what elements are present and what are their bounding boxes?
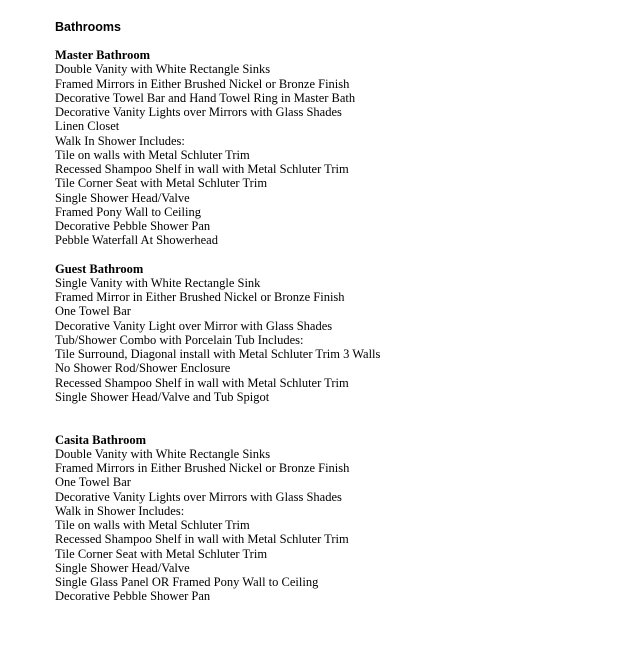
document-page (55, 19, 610, 604)
list-item: Tile Corner Seat with Metal Schluter Trim (55, 176, 268, 191)
list-item: Framed Mirrors in Either Brushed Nickel or Bronze Finish (55, 461, 350, 475)
list-item: Decorative Towel Bar and Hand Towel Ring in Master Bath (55, 90, 356, 105)
section-spacer (55, 248, 610, 262)
list-item: Double Vanity with White Rectangle Sinks (55, 62, 271, 77)
section-spacer (55, 404, 610, 433)
section-heading-master-bathroom: Master Bathroom (55, 48, 151, 62)
list-item: Single Shower Head/Valve (55, 560, 190, 575)
list-item: No Shower Rod/Shower Enclosure (55, 361, 231, 376)
list-item: One Towel Bar (55, 304, 131, 319)
section-master-bathroom (55, 48, 610, 248)
list-item: Recessed Shampoo Shelf in wall with Metal Schluter Trim (55, 532, 349, 547)
list-item: Single Shower Head/Valve and Tub Spigot (55, 389, 270, 404)
list-item: Double Vanity with White Rectangle Sinks (55, 446, 271, 461)
list-item: Framed Mirrors in Either Brushed Nickel or Bronze Finish (55, 76, 350, 91)
list-item: Tub/Shower Combo with Porcelain Tub Includes: (55, 332, 304, 347)
list-item: Single Glass Panel OR Framed Pony Wall to Ceiling (55, 575, 319, 589)
list-item: Walk In Shower Includes: (55, 133, 185, 148)
list-item: One Towel Bar (55, 475, 131, 490)
document-title: Bathrooms (55, 20, 121, 34)
list-item: Framed Mirror in Either Brushed Nickel or Bronze Finish (55, 290, 345, 304)
list-item: Decorative Vanity Lights over Mirrors with Glass Shades (55, 105, 342, 119)
list-item: Linen Closet (55, 119, 120, 134)
section-heading-guest-bathroom: Guest Bathroom (55, 261, 144, 276)
list-item: Tile Surround, Diagonal install with Metal Schluter Trim 3 Walls (55, 347, 381, 361)
section-heading-casita-bathroom: Casita Bathroom (55, 432, 147, 447)
list-item: Tile Corner Seat with Metal Schluter Trim (55, 546, 268, 561)
list-item: Decorative Pebble Shower Pan (55, 219, 211, 233)
list-item: Decorative Pebble Shower Pan (55, 589, 211, 604)
list-item: Recessed Shampoo Shelf in wall with Metal Schluter Trim (55, 162, 349, 176)
list-item: Pebble Waterfall At Showerhead (55, 233, 218, 248)
list-item: Decorative Vanity Light over Mirror with Glass Shades (55, 318, 333, 333)
section-guest-bathroom (55, 262, 610, 405)
list-item: Tile on walls with Metal Schluter Trim (55, 147, 250, 162)
section-casita-bathroom (55, 433, 610, 604)
list-item: Decorative Vanity Lights over Mirrors with Glass Shades (55, 489, 342, 504)
list-item: Tile on walls with Metal Schluter Trim (55, 518, 250, 532)
list-item: Walk in Shower Includes: (55, 503, 185, 518)
list-item: Framed Pony Wall to Ceiling (55, 204, 201, 219)
list-item: Single Vanity with White Rectangle Sink (55, 275, 261, 290)
list-item: Recessed Shampoo Shelf in wall with Metal Schluter Trim (55, 375, 349, 390)
list-item: Single Shower Head/Valve (55, 190, 190, 205)
